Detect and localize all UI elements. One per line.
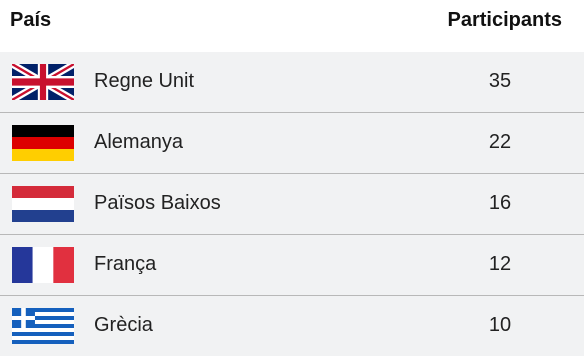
- table-row: [0, 52, 584, 112]
- greece-flag-icon: [12, 308, 74, 344]
- france-flag-icon: [12, 247, 74, 283]
- country-name: França: [94, 253, 157, 275]
- table-row: [0, 296, 584, 356]
- table-header: [0, 0, 584, 46]
- table-row: [0, 113, 584, 173]
- netherlands-flag-icon: [12, 186, 74, 222]
- uk-flag-icon: [12, 64, 74, 100]
- participants-column-header: Participants: [447, 9, 562, 31]
- table-row: [0, 235, 584, 295]
- country-name: Regne Unit: [94, 70, 195, 92]
- table-row: [0, 174, 584, 234]
- participant-count: 12: [488, 253, 512, 275]
- country-column-header: País: [10, 9, 52, 31]
- germany-flag-icon: [12, 125, 74, 161]
- participant-count: 16: [488, 192, 512, 214]
- country-name: Grècia: [94, 314, 153, 336]
- participant-count: 35: [488, 70, 512, 92]
- participant-count: 10: [488, 314, 512, 336]
- country-name: Països Baixos: [94, 192, 221, 214]
- country-name: Alemanya: [94, 131, 183, 153]
- participant-count: 22: [488, 131, 512, 153]
